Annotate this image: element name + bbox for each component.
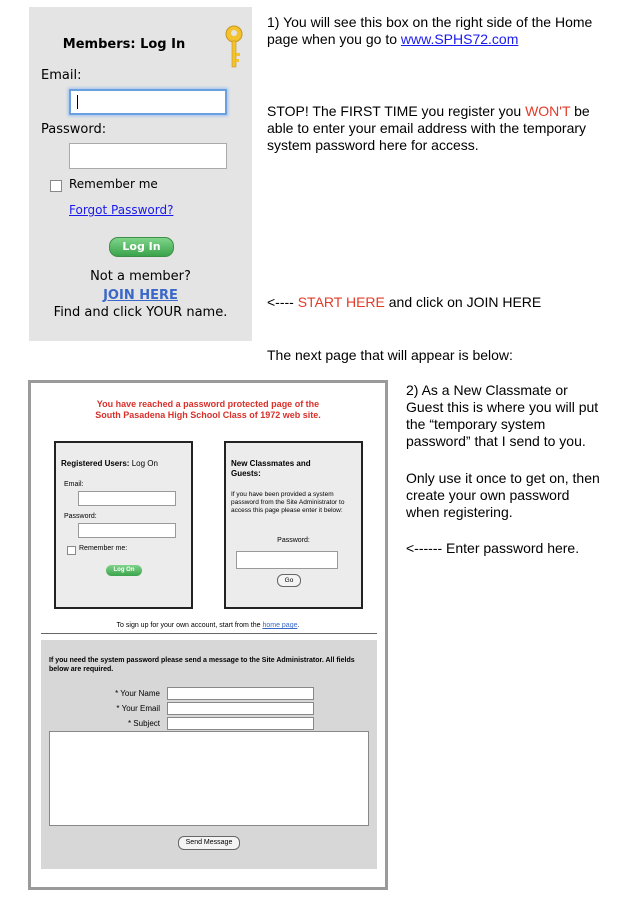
protected-line-2: South Pasadena High School Class of 1972 web site. [95, 410, 321, 420]
reg-email-input[interactable] [78, 491, 176, 506]
signup-suffix: . [297, 622, 300, 629]
log-on-button[interactable]: Log On [106, 565, 142, 576]
reg-password-label: Password: [64, 513, 97, 520]
signup-prefix: To sign up for your own account, start from the [116, 622, 263, 629]
protected-page-screenshot [28, 380, 388, 890]
forgot-password-link[interactable]: Forgot Password? [69, 203, 174, 217]
stop-suffix: be able to enter your email address with the temporary system password here for access. [267, 103, 590, 153]
stop-prefix: STOP! The FIRST TIME you register you [267, 103, 526, 119]
next-page-note: The next page that will appear is below: [267, 347, 513, 363]
subject-label: * Subject [127, 719, 160, 728]
stop-wont: WON'T [525, 103, 571, 119]
note-3: Only use it once to get on, then create your own password when registering. [406, 470, 600, 520]
new-classmates-heading: New Classmates and Guests: [231, 459, 311, 478]
note-1-text: 1) You will see this box on the right side of the Home page when you go to [267, 14, 593, 47]
find-name-text: Find and click YOUR name. [53, 305, 228, 320]
protected-message [31, 399, 385, 421]
send-message-button[interactable]: Send Message [178, 836, 240, 850]
members-login-box [29, 7, 252, 341]
login-box-title: Members: Log In [62, 37, 186, 52]
protected-line-1: You have reached a password protected page of the [96, 399, 320, 409]
enter-password-note: <------ Enter password here. [406, 540, 580, 556]
arrow-suffix: and click on JOIN HERE [384, 294, 542, 310]
subject-input[interactable] [167, 717, 314, 730]
start-here-text: START HERE [297, 294, 385, 310]
your-email-input[interactable] [167, 702, 314, 715]
divider [41, 633, 377, 634]
message-textarea[interactable] [49, 731, 369, 826]
registered-heading: Registered Users: Log On [61, 459, 158, 468]
new-classmates-text: If you have been provided a system password from the Site Administrator to access this page please enter it below: [231, 491, 345, 514]
login-button[interactable]: Log In [109, 237, 174, 257]
password-input[interactable] [69, 143, 227, 169]
reg-password-input[interactable] [78, 523, 176, 538]
your-name-input[interactable] [167, 687, 314, 700]
new-password-label: Password: [277, 537, 310, 544]
arrow-prefix: <---- [267, 294, 298, 310]
start-here-note [267, 294, 607, 311]
signup-line [31, 622, 385, 629]
email-label: Email: [41, 68, 82, 83]
remember-me-label: Remember me [69, 177, 158, 191]
registered-users-panel [54, 441, 193, 609]
note-2: 2) As a New Classmate or Guest this is where you will put the “temporary system password” that I send to you. [406, 382, 599, 449]
stop-note [267, 103, 607, 154]
note-1 [267, 14, 597, 48]
reg-remember-label: Remember me: [79, 545, 128, 552]
home-page-link[interactable]: home page [262, 622, 298, 629]
site-link[interactable]: www.SPHS72.com [400, 31, 519, 47]
password-label: Password: [41, 122, 107, 137]
your-email-label: * Your Email [116, 704, 160, 713]
remember-me-checkbox[interactable] [50, 180, 62, 192]
key-icon [225, 25, 243, 71]
message-form-section [41, 640, 377, 869]
reg-remember-checkbox[interactable] [67, 546, 76, 555]
your-name-label: * Your Name [115, 689, 160, 698]
go-button[interactable]: Go [277, 574, 301, 587]
new-classmates-panel [224, 441, 363, 609]
join-here-link[interactable]: JOIN HERE [103, 288, 178, 303]
email-input[interactable] [69, 89, 227, 115]
message-intro: If you need the system password please send a message to the Site Administrator. All fields below are required. [49, 657, 355, 673]
reg-email-label: Email: [64, 481, 84, 488]
not-member-text: Not a member? [90, 269, 191, 284]
new-password-input[interactable] [236, 551, 338, 569]
